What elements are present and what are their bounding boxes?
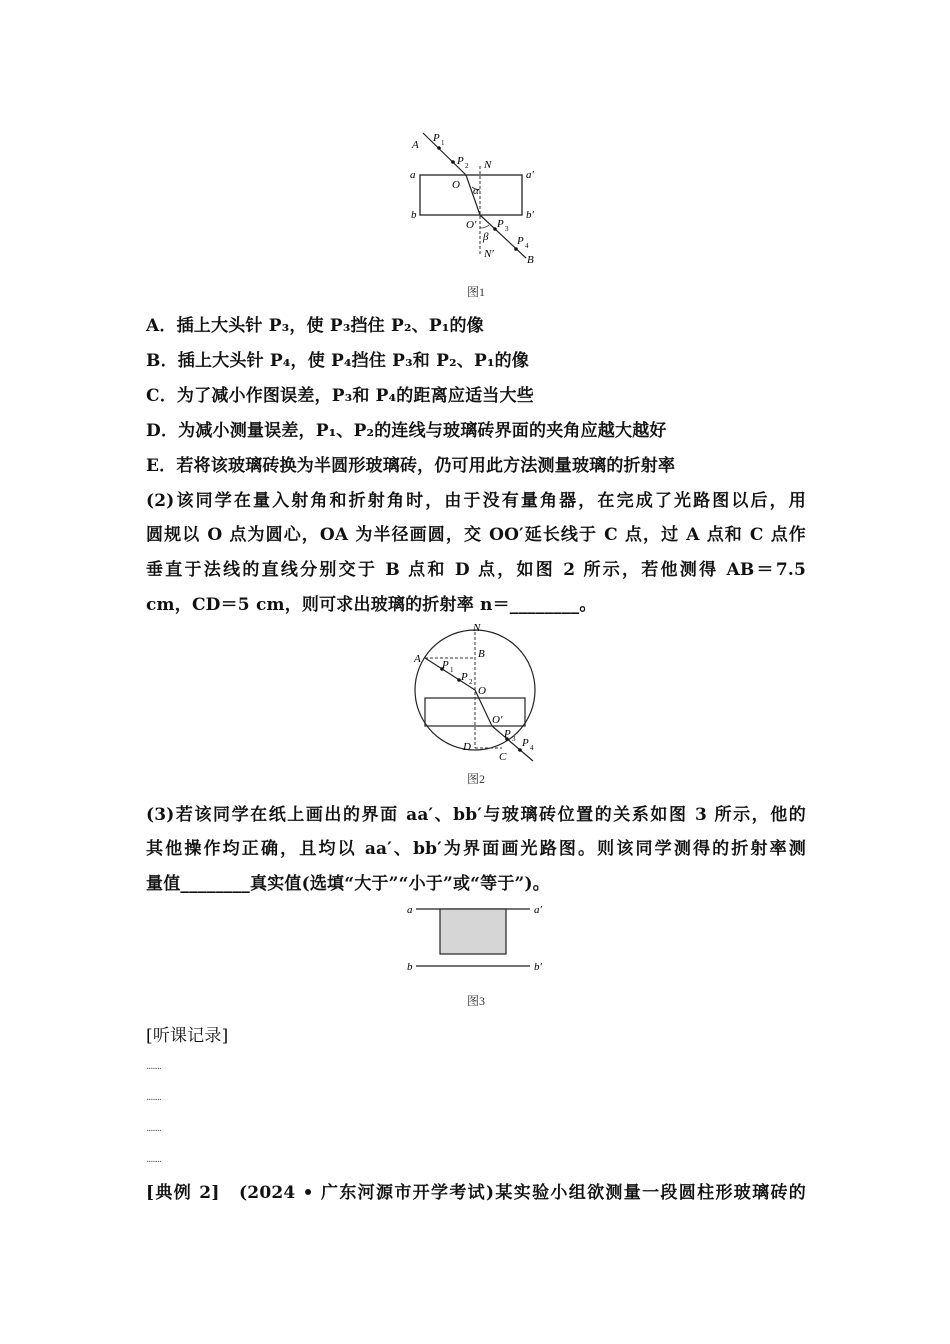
figure-3-caption: 图3 [467,994,486,1008]
label-B: B [527,254,534,266]
figure-1 [400,128,560,268]
figure-1-caption: 图1 [467,285,486,299]
label-b-prime: b′ [526,209,534,221]
incident-ray [423,133,466,175]
label-D: D [463,741,471,753]
q3-line-2: 其他操作均正确，且均以 aa′、bb′为界面画光路图。则该同学测得的折射率测 [146,839,806,859]
option-b: B．插上大头针 P₄，使 P₄挡住 P₃和 P₂、P₁的像 [146,351,529,371]
label-P4: P [522,737,529,749]
figure-2 [405,622,545,764]
label-b-prime: b′ [534,961,542,973]
label-P3-sub: 3 [512,735,516,743]
label-P2: P [457,155,464,167]
label-alpha: α [473,185,479,197]
label-P3-sub: 3 [505,225,509,233]
option-d: D．为减小测量误差，P₁、P₂的连线与玻璃砖界面的夹角应越大越好 [146,421,667,441]
label-P3: P [497,218,504,230]
label-a: a [410,169,416,181]
label-A: A [412,139,419,151]
label-C: C [499,751,507,763]
glass-block [440,909,506,954]
option-a: A．插上大头针 P₃，使 P₃挡住 P₂、P₁的像 [146,316,484,336]
label-a-prime: a′ [534,904,542,916]
label-P1: P [433,132,440,144]
label-O: O [452,179,460,191]
label-b: b [407,961,413,973]
option-e: E．若将该玻璃砖换为半圆形玻璃砖，仍可用此方法测量玻璃的折射率 [146,456,676,476]
label-P4-sub: 4 [530,744,534,752]
label-P1: P [442,659,449,671]
q2-line-4: cm，CD＝5 cm，则可求出玻璃的折射率 n＝________。 [146,595,597,615]
label-O-prime: O′ [466,219,477,231]
label-beta: β [483,231,489,243]
label-P1-sub: 1 [441,139,445,147]
label-N: N [484,159,492,171]
label-A: A [414,653,421,665]
label-P1-sub: 1 [450,666,454,674]
q3-line-3: 量值________真实值(选填“大于”“小于”或“等于”)。 [146,874,550,894]
label-N: N [473,622,481,634]
q2-line-2: 圆规以 O 点为圆心，OA 为半径画圆，交 OO′延长线于 C 点，过 A 点和 C 点作 [146,525,806,545]
label-B: B [478,648,485,660]
option-c: C．为了减小作图误差，P₃和 P₄的距离应适当大些 [146,386,534,406]
label-O: O [478,685,486,697]
angle-beta-arc [480,225,489,228]
label-a: a [407,904,413,916]
notes-line-1: ........ [146,1062,161,1072]
q2-line-1: (2)该同学在量入射角和折射角时，由于没有量角器，在完成了光路图以后，用 [146,491,806,511]
label-b: b [411,209,417,221]
notes-line-3: ........ [146,1124,161,1134]
label-P4: P [517,235,524,247]
label-P4-sub: 4 [525,242,529,250]
label-P2-sub: 2 [469,678,473,686]
notes-line-2: ........ [146,1093,161,1103]
example-2-line: [典例 2] (2024 • 广东河源市开学考试)某实验小组欲测量一段圆柱形玻璃砖的 [146,1183,806,1203]
notes-line-4: ........ [146,1155,161,1165]
pin-p2 [451,160,455,164]
label-N-prime: N′ [484,248,494,260]
label-P2-sub: 2 [465,162,469,170]
q3-line-1: (3)若该同学在纸上画出的界面 aa′、bb′与玻璃砖位置的关系如图 3 所示，他的 [146,805,806,825]
figure-3 [400,898,560,978]
label-P2: P [461,671,468,683]
label-O-prime: O′ [492,714,503,726]
q2-line-3: 垂直于法线的直线分别交于 B 点和 D 点，如图 2 所示，若他测得 AB＝7.5 [146,560,806,580]
figure-2-caption: 图2 [467,772,486,786]
label-a-prime: a′ [526,169,534,181]
label-P3: P [504,728,511,740]
glass-block [420,175,522,215]
notes-heading: [听课记录] [146,1026,229,1046]
pin-p4 [514,247,518,251]
